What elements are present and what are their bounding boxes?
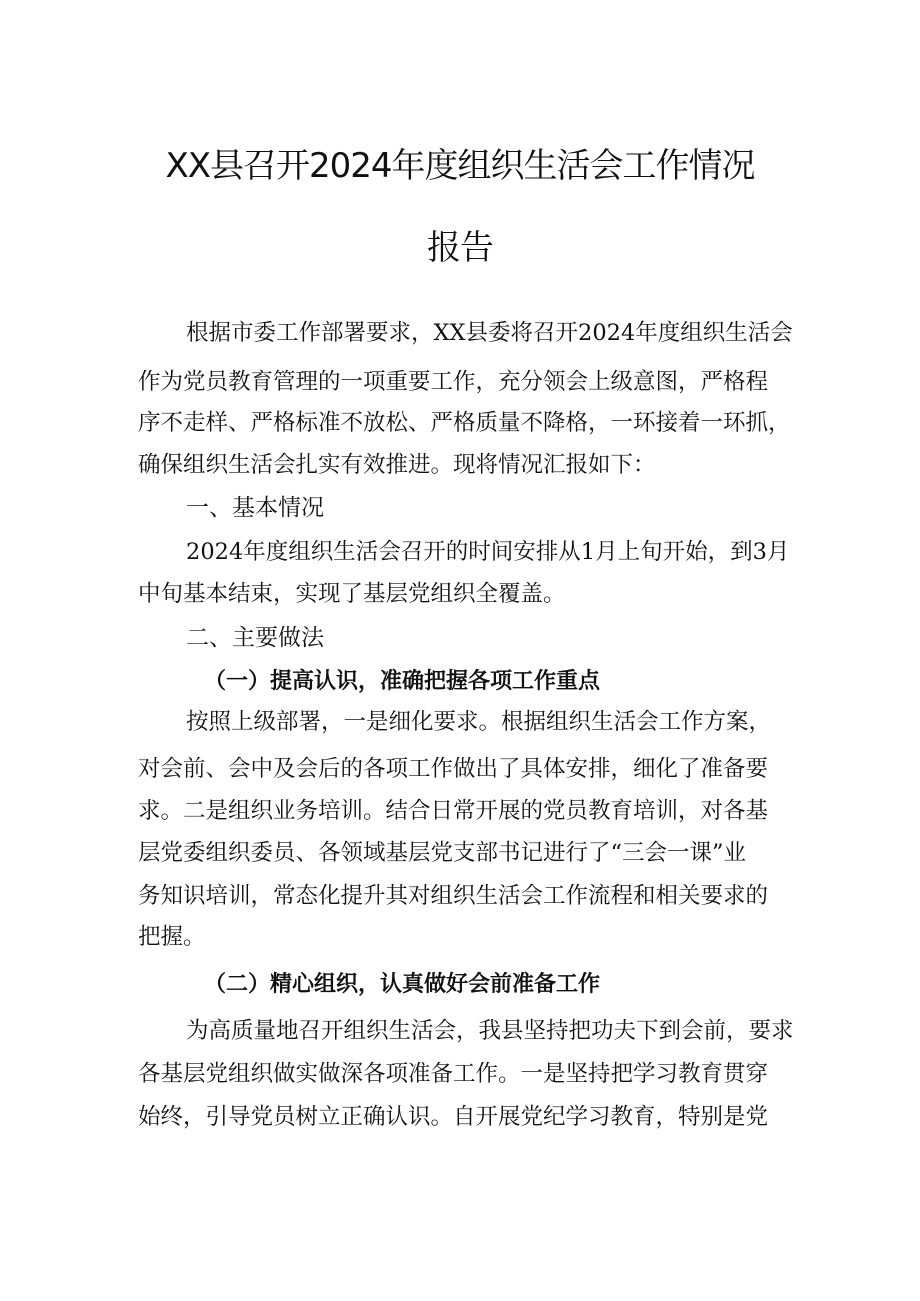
paragraph-line: 2024年度组织生活会召开的时间安排从1月上旬开始，到3月 bbox=[186, 539, 790, 565]
paragraph-line: 层党委组织委员、各领域基层党支部书记进行了“三会一课”业 bbox=[138, 840, 747, 866]
subsection-heading-1: （一）提高认识，准确把握各项工作重点 bbox=[204, 668, 601, 694]
paragraph-line: 确保组织生活会扎实有效推进。现将情况汇报如下： bbox=[138, 452, 656, 478]
paragraph-line: 各基层党组织做实做深各项准备工作。一是坚持把学习教育贯穿 bbox=[138, 1061, 769, 1087]
paragraph-line: 为高质量地召开组织生活会，我县坚持把功夫下到会前，要求 bbox=[186, 1018, 794, 1044]
paragraph-line: 始终，引导党员树立正确认识。自开展党纪学习教育，特别是党 bbox=[138, 1104, 769, 1130]
paragraph-line: 作为党员教育管理的一项重要工作，充分领会上级意图，严格程 bbox=[138, 369, 769, 395]
paragraph-line: 对会前、会中及会后的各项工作做出了具体安排，细化了准备要 bbox=[138, 756, 769, 782]
paragraph-line: 根据市委工作部署要求，XX县委将召开2024年度组织生活会 bbox=[186, 320, 793, 346]
section-heading-main-practices: 二、主要做法 bbox=[186, 625, 324, 651]
paragraph-line: 序不走样、严格标准不放松、严格质量不降格，一环接着一环抓， bbox=[138, 410, 791, 436]
paragraph-line: 按照上级部署，一是细化要求。根据组织生活会工作方案， bbox=[186, 709, 772, 735]
paragraph-line: 把握。 bbox=[138, 924, 206, 950]
section-heading-basic-situation: 一、基本情况 bbox=[186, 495, 324, 521]
document-title-line-1: XX县召开2024年度组织生活会工作情况 bbox=[165, 146, 755, 186]
document-title-line-2: 报告 bbox=[427, 228, 493, 268]
subsection-heading-2: （二）精心组织，认真做好会前准备工作 bbox=[204, 971, 601, 997]
paragraph-line: 务知识培训，常态化提升其对组织生活会工作流程和相关要求的 bbox=[138, 883, 769, 909]
paragraph-line: 求。二是组织业务培训。结合日常开展的党员教育培训，对各基 bbox=[138, 798, 769, 824]
paragraph-line: 中旬基本结束，实现了基层党组织全覆盖。 bbox=[138, 581, 566, 607]
